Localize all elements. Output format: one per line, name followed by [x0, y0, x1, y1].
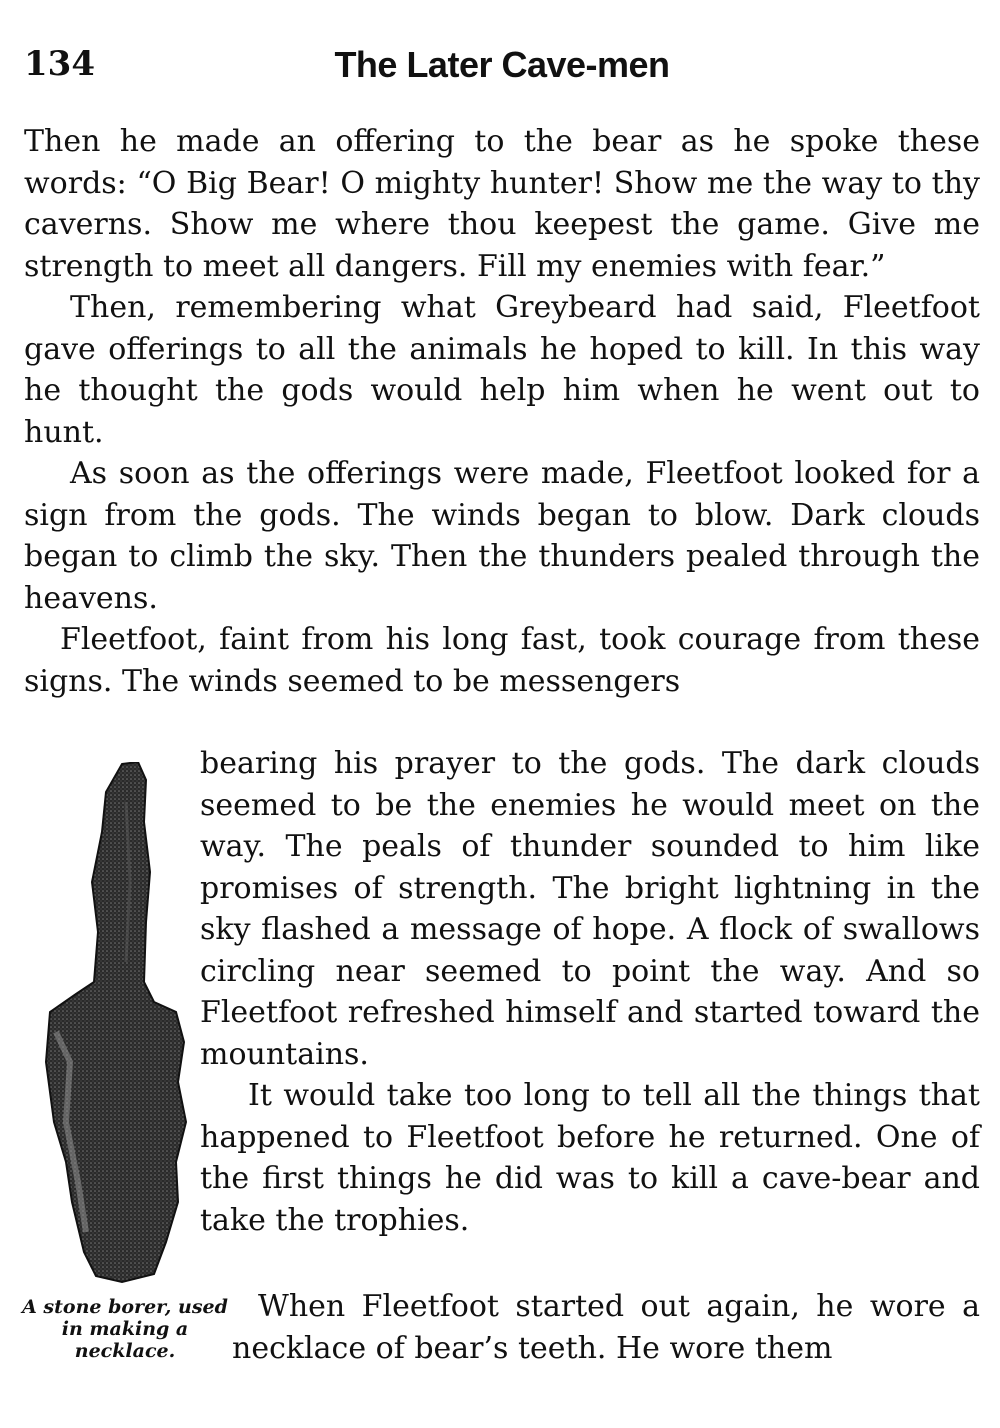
paragraph-sign-from-gods: As soon as the offerings were made, Fleetfoot looked for a sign from the gods. The winds began to blow. Dark clouds began to climb the sky. Then the thunders pealed through the heavens. — [24, 456, 980, 616]
text-column-top — [24, 121, 980, 702]
paragraph-offering-words: Then he made an offering to the bear as he spoke these words: “O Big Bear! O mighty hunter! Show me the way to thy caverns. Show me where thou keepest the game. Give me strength to meet all dangers. Fill my enemies with fear.” — [24, 124, 980, 284]
paragraph-courage-rest: bearing his prayer to the gods. The dark clouds seemed to be the enemies he would meet on the way. The peals of thunder sounded to him like promises of strength. The bright lightning in the sky flashed a message of hope. A flock of swallows circling near seemed to point the way. And so Fleetfoot refreshed himself and started toward the mountains. — [200, 746, 980, 1072]
page-number: 134 — [24, 44, 95, 84]
paragraph-too-long-to-tell: It would take too long to tell all the things that happened to Fleetfoot before he returned. One of the first things he did was to kill a cave-bear and take the trophies. — [200, 1078, 980, 1238]
paragraph-greybeard-offerings: Then, remembering what Greybeard had said, Fleetfoot gave offerings to all the animals he hoped to kill. In this way he thought the gods would help him when he went out to hunt. — [24, 290, 980, 450]
paragraph-courage-start: Fleetfoot, faint from his long fast, took courage from these signs. The winds seemed to be messengers — [24, 622, 980, 699]
paragraph-necklace: When Fleetfoot started out again, he wore a necklace of bear’s teeth. He wore them — [232, 1289, 980, 1366]
page-header — [24, 44, 980, 100]
text-column-bottom — [232, 1286, 980, 1369]
stone-borer-illustration — [26, 762, 196, 1284]
figure-caption: A stone borer, used in making a necklace. — [22, 1296, 228, 1362]
running-title: The Later Cave-men — [334, 44, 670, 85]
stone-borer-image — [26, 762, 196, 1284]
text-column-wrapped — [200, 743, 980, 1241]
